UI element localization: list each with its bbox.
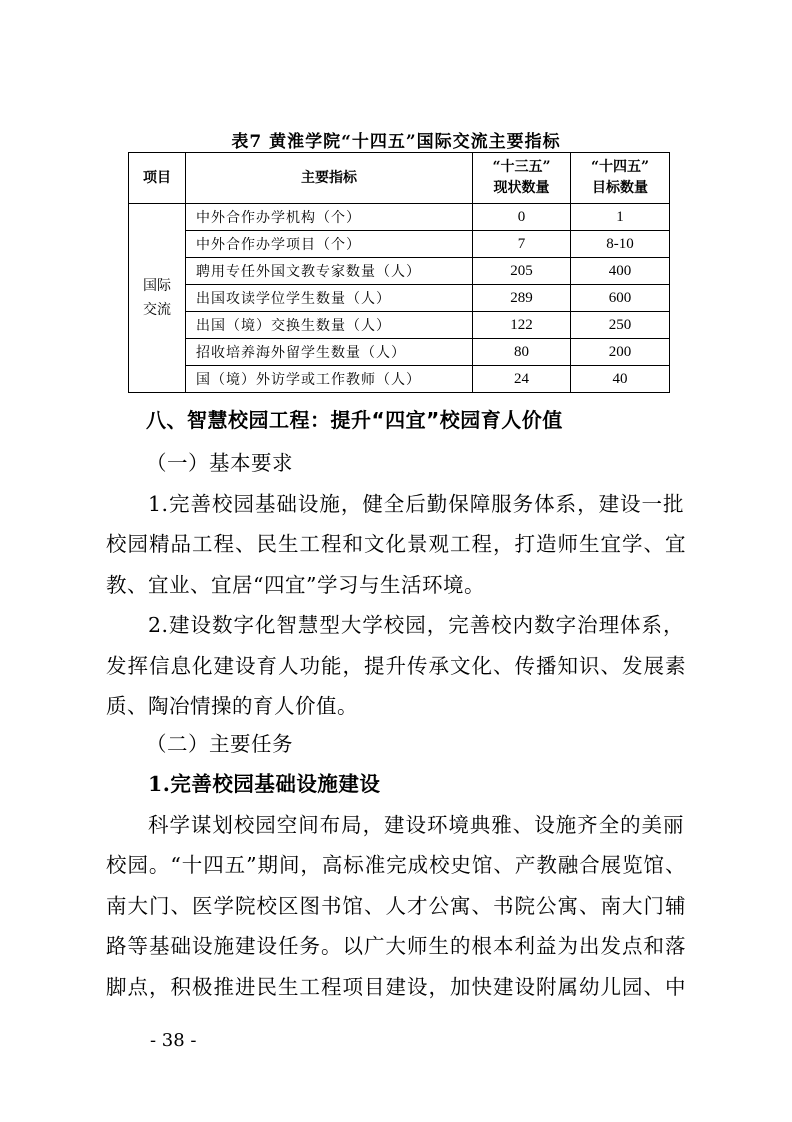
current-cell: 289: [473, 285, 571, 312]
current-cell: 205: [473, 258, 571, 285]
paragraph-line: 发挥信息化建设育人功能，提升传承文化、传播知识、发展素: [106, 654, 686, 678]
category-cell: [129, 204, 186, 393]
current-cell: 0: [473, 204, 571, 231]
task-title: 1.完善校园基础设施建设: [148, 772, 381, 796]
current-cell: 7: [473, 231, 571, 258]
table-row: [129, 366, 670, 393]
table-caption: 表7 黄淮学院“十四五”国际交流主要指标: [231, 132, 561, 152]
target-cell: 250: [571, 312, 670, 339]
subheading-main-tasks: （二）主要任务: [146, 732, 293, 756]
table-row: [129, 339, 670, 366]
paragraph-line: 南大门、医学院校区图书馆、人才公寓、书院公寓、南大门辅: [106, 894, 686, 918]
target-cell: 400: [571, 258, 670, 285]
paragraph-line: 脚点，积极推进民生工程项目建设，加快建设附属幼儿园、中: [106, 975, 686, 999]
target-cell: 1: [571, 204, 670, 231]
page-number: - 38 -: [150, 1030, 197, 1051]
header-item: 项目: [129, 153, 186, 204]
indicator-cell: 中外合作办学机构（个）: [186, 204, 473, 231]
indicator-cell: 聘用专任外国文教专家数量（人）: [186, 258, 473, 285]
table-header-row: [129, 153, 670, 204]
category-label: 国际交流: [143, 278, 171, 318]
indicator-cell: 出国（境）交换生数量（人）: [186, 312, 473, 339]
header-current-line1: “十三五”: [492, 159, 551, 175]
header-target: [571, 153, 670, 204]
indicator-cell: 出国攻读学位学生数量（人）: [186, 285, 473, 312]
paragraph-line: 教、宜业、宜居“四宜”学习与生活环境。: [106, 573, 485, 597]
target-cell: 200: [571, 339, 670, 366]
international-exchange-table: [128, 152, 670, 393]
header-target-line2: 目标数量: [592, 180, 648, 196]
paragraph-line: 科学谋划校园空间布局，建设环境典雅、设施齐全的美丽: [148, 813, 684, 837]
paragraph-line: 校园精品工程、民生工程和文化景观工程，打造师生宜学、宜: [106, 532, 686, 556]
table-row: [129, 258, 670, 285]
table-row: [129, 204, 670, 231]
subheading-basic-requirements: （一）基本要求: [146, 451, 293, 475]
table-row: [129, 312, 670, 339]
header-current-line2: 现状数量: [493, 180, 550, 196]
current-cell: 24: [473, 366, 571, 393]
header-indicator: 主要指标: [186, 153, 473, 204]
current-cell: 122: [473, 312, 571, 339]
indicator-cell: 国（境）外访学或工作教师（人）: [186, 366, 473, 393]
paragraph-line: 路等基础设施建设任务。以广大师生的根本利益为出发点和落: [106, 934, 686, 958]
header-current: [473, 153, 571, 204]
current-cell: 80: [473, 339, 571, 366]
target-cell: 40: [571, 366, 670, 393]
target-cell: 8-10: [571, 231, 670, 258]
table-row: [129, 231, 670, 258]
indicator-cell: 中外合作办学项目（个）: [186, 231, 473, 258]
indicator-cell: 招收培养海外留学生数量（人）: [186, 339, 473, 366]
paragraph-line: 2.建设数字化智慧型大学校园，完善校内数字治理体系，: [148, 613, 684, 637]
paragraph-line: 质、陶冶情操的育人价值。: [106, 694, 358, 718]
target-cell: 600: [571, 285, 670, 312]
paragraph-line: 1.完善校园基础设施，健全后勤保障服务体系，建设一批: [148, 492, 684, 516]
table-row: [129, 285, 670, 312]
section-heading: 八、智慧校园工程：提升“四宜”校园育人价值: [146, 408, 563, 432]
paragraph-line: 校园。“十四五”期间，高标准完成校史馆、产教融合展览馆、: [106, 853, 686, 877]
header-target-line1: “十四五”: [590, 159, 650, 175]
